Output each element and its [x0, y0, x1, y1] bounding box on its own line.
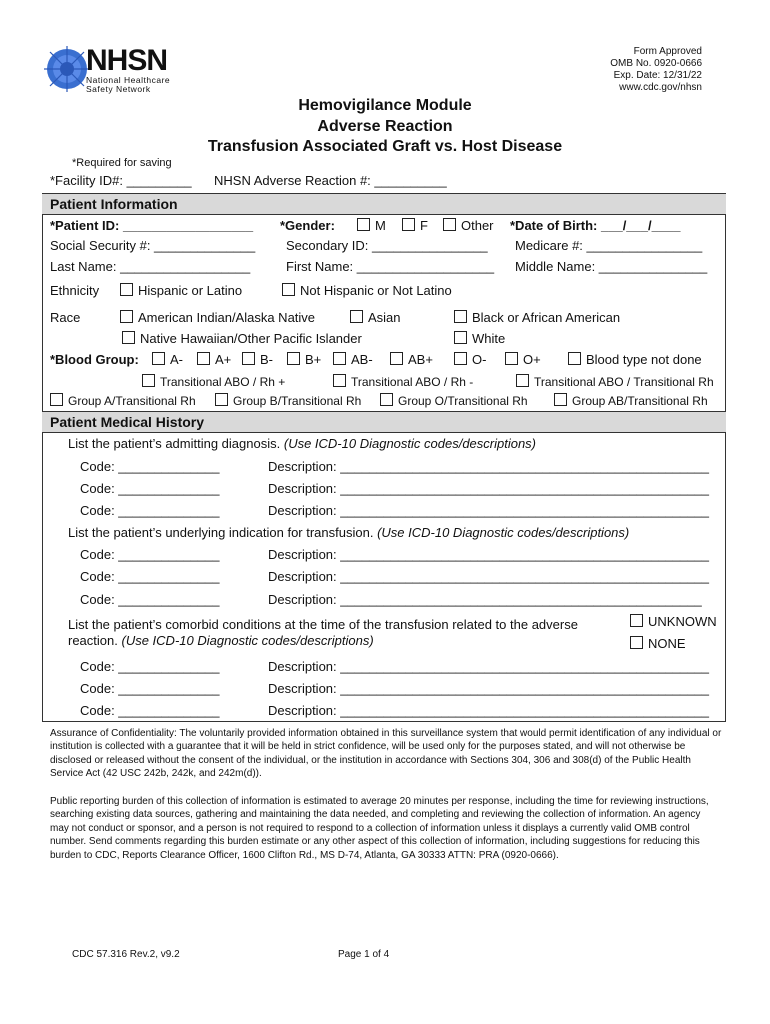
diag-desc-1[interactable]: Description: ___________________________________________________ — [268, 459, 709, 474]
checkbox[interactable] — [454, 331, 467, 344]
nhsn-logo — [44, 44, 169, 96]
checkbox[interactable] — [443, 218, 456, 231]
admitting-diagnosis-prompt: List the patient’s admitting diagnosis. (Use ICD-10 Diagnostic codes/descriptions) — [68, 436, 537, 451]
comorbid-desc-3[interactable]: Description: ___________________________________________________ — [268, 703, 709, 718]
blood-ab-pos[interactable]: AB+ — [390, 352, 433, 367]
omb-url[interactable]: www.cdc.gov/nhsn — [619, 82, 702, 93]
race-american-indian[interactable]: American Indian/Alaska Native — [120, 310, 315, 325]
ethnicity-not-hispanic[interactable]: Not Hispanic or Not Latino — [282, 283, 452, 298]
blood-a-neg[interactable]: A- — [152, 352, 183, 367]
group-a-transitional-rh[interactable]: Group A/Transitional Rh — [50, 393, 196, 408]
checkbox[interactable] — [242, 352, 255, 365]
indic-code-3[interactable]: Code: ______________ — [80, 592, 220, 607]
race-label: Race — [50, 310, 81, 325]
blood-type-not-done[interactable]: Blood type not done — [568, 352, 702, 367]
checkbox[interactable] — [142, 374, 155, 387]
patient-id-field[interactable]: *Patient ID: __________________ — [50, 218, 254, 233]
blood-o-pos[interactable]: O+ — [505, 352, 541, 367]
form-id: CDC 57.316 Rev.2, v9.2 — [72, 949, 180, 960]
comorbid-unknown[interactable]: UNKNOWN — [630, 614, 717, 629]
title-line1: Hemovigilance Module — [298, 97, 472, 114]
checkbox[interactable] — [630, 636, 643, 649]
omb-exp-date: Exp. Date: 12/31/22 — [613, 70, 702, 81]
checkbox[interactable] — [390, 352, 403, 365]
comorbid-prompt: List the patient’s comorbid conditions at the time of the transfusion related to the adverse reaction. (Use ICD-10 Diagnostic codes/descriptions) — [68, 617, 578, 648]
patient-info-header — [42, 193, 726, 215]
blood-b-neg[interactable]: B- — [242, 352, 273, 367]
checkbox[interactable] — [152, 352, 165, 365]
transfusion-indication-prompt: List the patient’s underlying indication for transfusion. (Use ICD-10 Diagnostic codes/descriptions) — [68, 525, 630, 540]
checkbox[interactable] — [215, 393, 228, 406]
blood-a-pos[interactable]: A+ — [197, 352, 231, 367]
logo-brand: NHSN — [86, 44, 168, 77]
checkbox[interactable] — [505, 352, 518, 365]
comorbid-code-1[interactable]: Code: ______________ — [80, 659, 220, 674]
blood-group-label: *Blood Group: — [50, 352, 139, 367]
assurance-statement: Assurance of Confidentiality: The voluntarily provided information obtained in this surveillance system that would permit identification of any individual or institution is collected with a guarantee that it will be held in strict confidence, will be used only for the purposes stated, and will not otherwise be disclosed or released without the consent of the individual, or the institution in accordance with Sections 304, 306 and 308(d) of the Public Health Service Act (42 USC 242b, 242k, and 242m(d)). — [50, 728, 722, 780]
comorbid-code-3[interactable]: Code: ______________ — [80, 703, 220, 718]
group-b-transitional-rh[interactable]: Group B/Transitional Rh — [215, 393, 361, 408]
comorbid-desc-2[interactable]: Description: ___________________________________________________ — [268, 681, 709, 696]
blood-b-pos[interactable]: B+ — [287, 352, 321, 367]
comorbid-none[interactable]: NONE — [630, 636, 686, 651]
date-of-birth-field[interactable]: *Date of Birth: ___/___/____ — [510, 218, 681, 233]
ethnicity-hispanic[interactable]: Hispanic or Latino — [120, 283, 242, 298]
indic-desc-3[interactable]: Description: __________________________________________________ — [268, 592, 702, 607]
adverse-reaction-number-field[interactable]: NHSN Adverse Reaction #: __________ — [214, 173, 447, 188]
blood-ab-neg[interactable]: AB- — [333, 352, 373, 367]
transitional-abo-transitional-rh[interactable]: Transitional ABO / Transitional Rh — [516, 374, 714, 389]
indic-code-2[interactable]: Code: ______________ — [80, 569, 220, 584]
race-white[interactable]: White — [454, 331, 505, 346]
page-number: Page 1 of 4 — [338, 949, 390, 960]
logo-line2: Safety Network — [86, 84, 151, 94]
globe-icon — [44, 46, 90, 92]
checkbox[interactable] — [454, 310, 467, 323]
checkbox[interactable] — [120, 283, 133, 296]
gender-option-m[interactable]: M — [357, 218, 386, 233]
medical-history-title: Patient Medical History — [50, 414, 205, 430]
omb-number: OMB No. 0920-0666 — [610, 58, 702, 69]
checkbox[interactable] — [516, 374, 529, 387]
group-o-transitional-rh[interactable]: Group O/Transitional Rh — [380, 393, 528, 408]
diag-code-1[interactable]: Code: ______________ — [80, 459, 220, 474]
gender-option-other[interactable]: Other — [443, 218, 494, 233]
checkbox[interactable] — [287, 352, 300, 365]
first-name-field[interactable]: First Name: ___________________ — [286, 259, 495, 274]
indic-code-1[interactable]: Code: ______________ — [80, 547, 220, 562]
checkbox[interactable] — [630, 614, 643, 627]
race-asian[interactable]: Asian — [350, 310, 401, 325]
logo-line1: National Healthcare — [86, 75, 171, 85]
blood-o-neg[interactable]: O- — [454, 352, 486, 367]
diag-code-2[interactable]: Code: ______________ — [80, 481, 220, 496]
checkbox[interactable] — [197, 352, 210, 365]
page-title — [0, 96, 770, 158]
secondary-id-field[interactable]: Secondary ID: ________________ — [286, 238, 488, 253]
gender-label: *Gender: — [280, 218, 335, 233]
checkbox[interactable] — [333, 352, 346, 365]
middle-name-field[interactable]: Middle Name: _______________ — [515, 259, 708, 274]
checkbox[interactable] — [402, 218, 415, 231]
burden-statement: Public reporting burden of this collection of information is estimated to average 20 minutes per response, including the time for reviewing instructions, searching existing data sources, gathering and maintaining the data needed, and completing and reviewing the collection of information. An agency may not conduct or sponsor, and a person is not required to respond to a collection of information unless it displays a currently valid OMB control number. Send comments regarding this burden estimate or any other aspect of this collection of information, including suggestions for reducing this burden to CDC, Reports Clearance Officer, 1600 Clifton Rd., MS D-74, Atlanta, GA 30333 ATTN: PRA (0920-0666). — [50, 796, 709, 861]
diag-desc-2[interactable]: Description: ___________________________________________________ — [268, 481, 709, 496]
omb-block — [610, 46, 702, 94]
checkbox[interactable] — [568, 352, 581, 365]
transitional-abo-rh-pos[interactable]: Transitional ABO / Rh + — [142, 374, 285, 389]
checkbox[interactable] — [380, 393, 393, 406]
checkbox[interactable] — [50, 393, 63, 406]
transitional-abo-rh-neg[interactable]: Transitional ABO / Rh - — [333, 374, 473, 389]
comorbid-desc-1[interactable]: Description: ___________________________________________________ — [268, 659, 709, 674]
medicare-field[interactable]: Medicare #: ________________ — [515, 238, 703, 253]
title-line3: Transfusion Associated Graft vs. Host Disease — [207, 138, 563, 155]
indic-desc-1[interactable]: Description: ___________________________________________________ — [268, 547, 709, 562]
checkbox[interactable] — [122, 331, 135, 344]
checkbox[interactable] — [120, 310, 133, 323]
checkbox[interactable] — [333, 374, 346, 387]
diag-desc-3[interactable]: Description: ___________________________________________________ — [268, 503, 709, 518]
last-name-field[interactable]: Last Name: __________________ — [50, 259, 251, 274]
omb-form-approved: Form Approved — [633, 46, 702, 57]
checkbox[interactable] — [357, 218, 370, 231]
patient-info-title: Patient Information — [50, 196, 178, 212]
indic-desc-2[interactable]: Description: ___________________________________________________ — [268, 569, 709, 584]
title-line2: Adverse Reaction — [317, 117, 453, 135]
medical-history-header — [42, 411, 726, 433]
checkbox[interactable] — [282, 283, 295, 296]
required-note: *Required for saving — [72, 157, 172, 169]
diag-code-3[interactable]: Code: ______________ — [80, 503, 220, 518]
race-black[interactable]: Black or African American — [454, 310, 620, 325]
group-ab-transitional-rh[interactable]: Group AB/Transitional Rh — [554, 393, 708, 408]
race-native-hawaiian[interactable]: Native Hawaiian/Other Pacific Islander — [122, 331, 362, 346]
checkbox[interactable] — [350, 310, 363, 323]
gender-option-f[interactable]: F — [402, 218, 428, 233]
checkbox[interactable] — [554, 393, 567, 406]
ethnicity-label: Ethnicity — [50, 283, 100, 298]
ssn-field[interactable]: Social Security #: ______________ — [50, 238, 256, 253]
comorbid-code-2[interactable]: Code: ______________ — [80, 681, 220, 696]
checkbox[interactable] — [454, 352, 467, 365]
facility-id-field[interactable]: *Facility ID#: _________ — [50, 173, 192, 188]
